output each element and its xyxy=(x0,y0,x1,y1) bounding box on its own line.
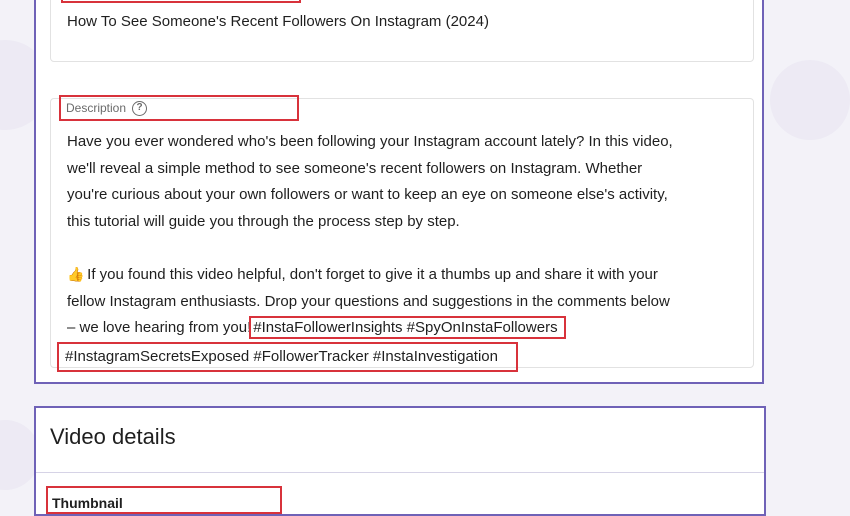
description-line xyxy=(67,342,747,373)
title-field[interactable] xyxy=(50,0,754,62)
divider xyxy=(36,472,764,473)
title-input-value[interactable]: How To See Someone's Recent Followers On Instagram (2024) xyxy=(67,13,489,30)
description-label: Description xyxy=(66,101,127,115)
description-line: this tutorial will guide you through the process step by step. xyxy=(67,212,460,230)
details-panel xyxy=(34,0,764,384)
cta-text: – we love hearing from you! xyxy=(67,319,252,336)
help-circle-icon[interactable]: ? xyxy=(132,101,147,116)
description-textarea[interactable] xyxy=(67,129,747,372)
description-line: you're curious about your own followers or want to keep an eye on someone else's activity, xyxy=(67,186,668,203)
description-line: fellow Instagram enthusiasts. Drop your questions and suggestions in the comments below xyxy=(67,292,670,310)
hashtags-highlight: #InstagramSecretsExposed #FollowerTracker #InstaInvestigation xyxy=(57,342,518,373)
section-heading: Video details xyxy=(50,424,176,449)
description-line xyxy=(67,315,747,342)
video-details-panel xyxy=(34,406,766,516)
cta-text: If you found this video helpful, don't forget to give it a thumbs up and share it with your xyxy=(87,266,658,283)
hashtags-highlight: #InstaFollowerInsights #SpyOnInstaFollowers xyxy=(249,316,565,339)
title-label-highlight xyxy=(61,0,301,3)
thumbnail-label: Thumbnail xyxy=(46,486,282,514)
description-line: we'll reveal a simple method to see someone's recent followers on Instagram. Whether xyxy=(67,159,643,177)
thumbs-up-icon: 👍 xyxy=(67,266,85,282)
paragraph-gap xyxy=(67,235,747,261)
background-decoration xyxy=(770,60,850,140)
description-field[interactable] xyxy=(50,98,754,368)
description-line xyxy=(67,261,747,289)
description-label-highlight xyxy=(59,95,299,121)
description-line: Have you ever wondered who's been following your Instagram account lately? In this video, xyxy=(67,133,673,150)
